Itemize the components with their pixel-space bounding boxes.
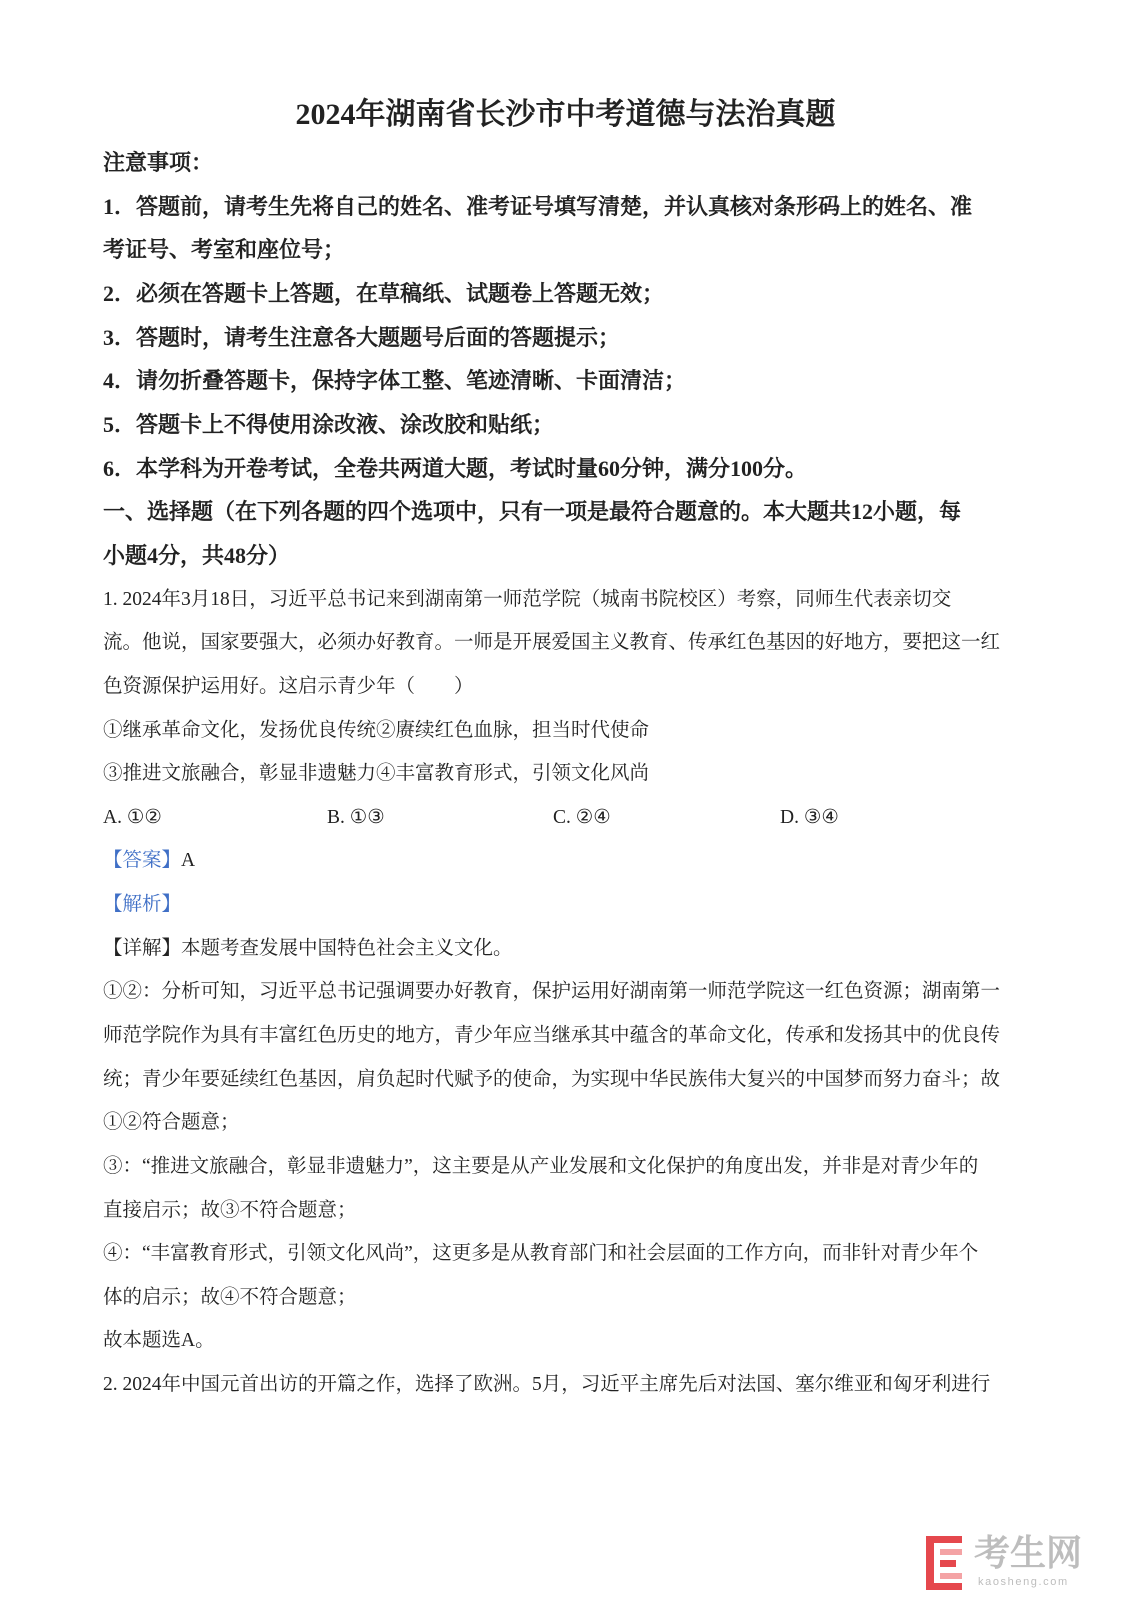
notice-item-1: 1．答题前，请考生先将自己的姓名、准考证号填写清楚，并认真核对条形码上的姓名、准 bbox=[103, 193, 973, 219]
option-a: A. ①② bbox=[103, 806, 162, 828]
answer-tag: 【答案】 bbox=[103, 850, 182, 872]
question-1-stem: 1. 2024年3月18日，习近平总书记来到湖南第一师范学院（城南书院校区）考察，同师生代表亲切交 bbox=[103, 588, 952, 610]
notice-item-6: 6．本学科为开卷考试，全卷共两道大题，考试时量60分钟，满分100分。 bbox=[103, 455, 808, 481]
notice-item-4: 4．请勿折叠答题卡，保持字体工整、笔迹清晰、卡面清洁； bbox=[103, 368, 687, 394]
option-b: B. ①③ bbox=[327, 806, 385, 828]
detail-intro: 本题考查发展中国特色社会主义文化。 bbox=[181, 937, 513, 959]
answer-value: A bbox=[181, 850, 196, 872]
option-d: D. ③④ bbox=[780, 806, 839, 828]
explanation-2-continued: 直接启示；故③不符合题意； bbox=[103, 1199, 357, 1221]
detail-tag: 【详解】 bbox=[103, 937, 182, 959]
section-heading-continued: 小题4分，共48分） bbox=[103, 542, 291, 568]
watermark bbox=[926, 1534, 1096, 1592]
watermark-domain: kaosheng.com bbox=[978, 1576, 1069, 1588]
watermark-brand: 考生网 bbox=[974, 1533, 1083, 1574]
page-body bbox=[103, 141, 1023, 1407]
notice-item-1-continued: 考证号、考室和座位号； bbox=[103, 237, 346, 263]
explanation-2: ③：“推进文旅融合，彰显非遗魅力”，这主要是从产业发展和文化保护的角度出发，并非是对青少年的 bbox=[103, 1155, 979, 1177]
kaosheng-logo-icon bbox=[926, 1536, 964, 1590]
conclusion: 故本题选A。 bbox=[103, 1330, 215, 1352]
question-1-stem-continued: 流。他说，国家要强大，必须办好教育。一师是开展爱国主义教育、传承红色基因的好地方，要把这一红 bbox=[103, 632, 1001, 654]
question-1-statements: ①继承革命文化，发扬优良传统②赓续红色血脉，担当时代使命 bbox=[103, 719, 650, 741]
question-1-options bbox=[103, 796, 1023, 840]
notice-item-3: 3．答题时，请考生注意各大题题号后面的答题提示； bbox=[103, 324, 621, 350]
explanation-1-continued: 统；青少年要延续红色基因，肩负起时代赋予的使命，为实现中华民族伟大复兴的中国梦而努力奋斗；故 bbox=[103, 1068, 1001, 1090]
page-title: 2024年湖南省长沙市中考道德与法治真题 bbox=[295, 98, 836, 131]
analysis-line bbox=[103, 883, 1023, 927]
option-c: C. ②④ bbox=[553, 806, 611, 828]
question-2-stem: 2. 2024年中国元首出访的开篇之作，选择了欧洲。5月，习近平主席先后对法国、塞尔维亚和匈牙利进行 bbox=[103, 1374, 991, 1396]
notice-item-2: 2．必须在答题卡上答题，在草稿纸、试题卷上答题无效； bbox=[103, 281, 665, 307]
explanation-3: ④：“丰富教育形式，引领文化风尚”，这更多是从教育部门和社会层面的工作方向，而非针对青少年个 bbox=[103, 1243, 979, 1265]
analysis-tag: 【解析】 bbox=[103, 894, 182, 916]
explanation-1-continued: ①②符合题意； bbox=[103, 1112, 240, 1134]
detail-line bbox=[103, 927, 1023, 971]
notice-item-5: 5．答题卡上不得使用涂改液、涂改胶和贴纸； bbox=[103, 412, 555, 438]
section-heading: 一、选择题（在下列各题的四个选项中，只有一项是最符合题意的。本大题共12小题，每 bbox=[103, 499, 962, 525]
notice-heading: 注意事项： bbox=[103, 150, 214, 176]
explanation-1-continued: 师范学院作为具有丰富红色历史的地方，青少年应当继承其中蕴含的革命文化，传承和发扬其中的优良传 bbox=[103, 1025, 1001, 1046]
question-1-statements: ③推进文旅融合，彰显非遗魅力④丰富教育形式，引领文化风尚 bbox=[103, 763, 650, 785]
explanation-3-continued: 体的启示；故④不符合题意； bbox=[103, 1286, 357, 1308]
question-1-stem-continued: 色资源保护运用好。这启示青少年（ ） bbox=[103, 675, 474, 697]
answer-line bbox=[103, 839, 1023, 883]
explanation-1: ①②：分析可知，习近平总书记强调要办好教育，保护运用好湖南第一师范学院这一红色资源；湖南第一 bbox=[103, 981, 1001, 1003]
